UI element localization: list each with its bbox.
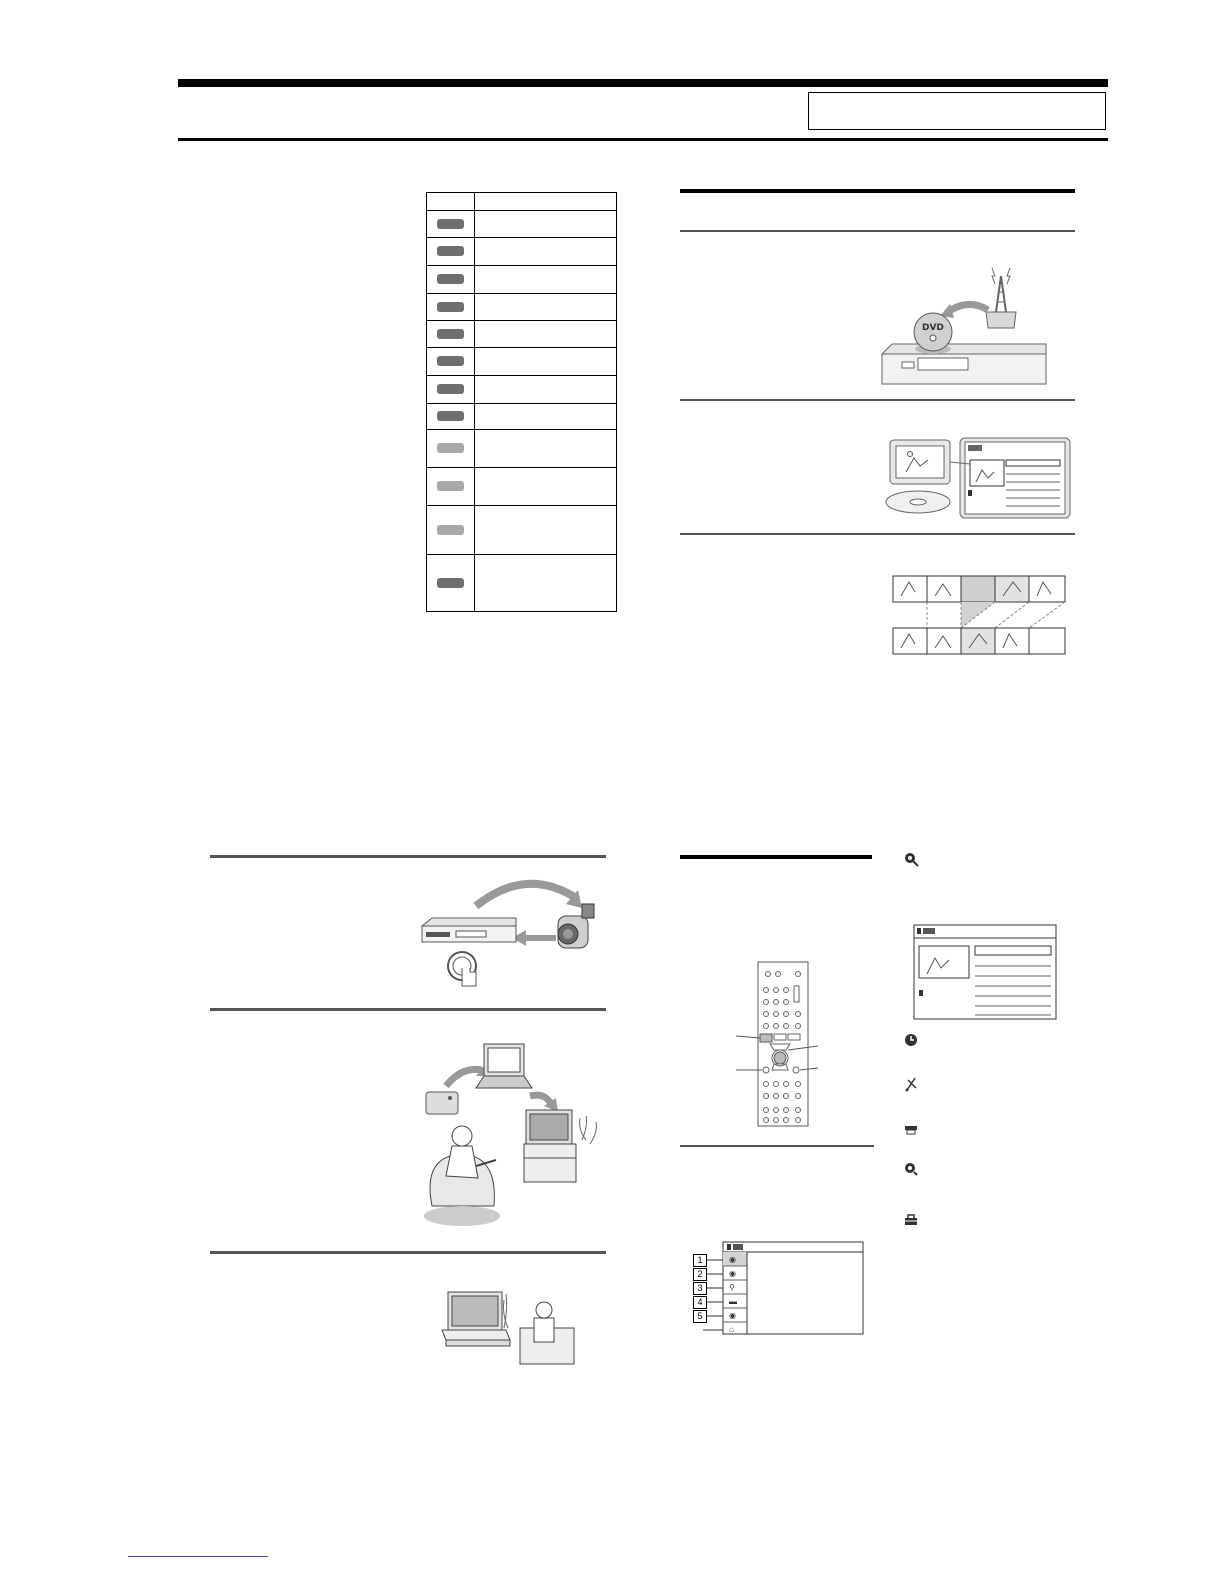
svg-text:⌂: ⌂	[729, 1325, 734, 1334]
section-divider	[680, 230, 1075, 232]
edit-icon	[903, 1076, 919, 1092]
header-bottom-rule	[178, 138, 1108, 141]
svg-text:⚲: ⚲	[729, 1283, 735, 1292]
remote-control-icon	[728, 960, 820, 1128]
table-row	[427, 555, 617, 612]
table-row	[427, 294, 617, 321]
timer-icon	[903, 1032, 919, 1048]
table-row	[427, 211, 617, 238]
disc-type-table	[426, 192, 617, 612]
dubbing-icon	[903, 1121, 919, 1137]
laptop-icon	[476, 1044, 532, 1088]
section-heading-rule	[680, 855, 872, 859]
table-row	[427, 266, 617, 294]
disc-chip-icon	[437, 219, 464, 229]
table-row	[427, 238, 617, 266]
dvd-recorder-icon	[422, 918, 516, 942]
footer-link-underline[interactable]	[128, 1556, 268, 1557]
section-heading-rule	[680, 189, 1075, 193]
disc-chip-icon	[437, 384, 464, 394]
photo-playback-illustration	[412, 1036, 606, 1232]
table-header-row	[427, 193, 617, 211]
svg-text:▬: ▬	[729, 1297, 737, 1306]
table-row	[427, 321, 617, 348]
photo-card-icon	[426, 1092, 458, 1114]
disc-setting-icon	[903, 1161, 919, 1177]
dvd-disc-icon	[886, 491, 950, 513]
film-strip-icon	[891, 574, 1067, 656]
disc-chip-icon	[437, 578, 464, 588]
person-relaxing-icon	[520, 1302, 574, 1364]
svg-text:◉: ◉	[729, 1269, 736, 1278]
disc-chip-icon	[437, 411, 464, 421]
chapter-title-box	[808, 92, 1106, 130]
title-list-illustration	[880, 436, 1072, 520]
svg-text:◉: ◉	[729, 1255, 736, 1264]
table-row	[427, 404, 617, 430]
hand-press-icon	[448, 952, 476, 986]
dubbing-illustration	[416, 876, 608, 994]
table-row	[427, 430, 617, 468]
disc-chip-icon	[437, 356, 464, 366]
title-list-menu-icon	[903, 851, 919, 867]
svg-text:DVD: DVD	[922, 323, 944, 333]
menu-callout: 2	[693, 1268, 707, 1281]
title-list-icon	[913, 924, 1057, 1020]
table-row	[427, 348, 617, 376]
table-row	[427, 506, 617, 555]
dvd-recorder-icon	[882, 344, 1046, 384]
toolbox-icon	[903, 1212, 919, 1228]
section-divider	[680, 1145, 874, 1147]
person-relaxing-icon	[424, 1126, 500, 1226]
disc-chip-icon	[437, 274, 464, 284]
recording-illustration	[878, 258, 1050, 388]
menu-callout: 4	[693, 1296, 707, 1309]
disc-chip-icon	[437, 525, 464, 535]
television-icon	[442, 1292, 510, 1346]
menu-callout: 5	[693, 1310, 707, 1323]
watching-tv-illustration	[440, 1282, 582, 1368]
dvd-disc-icon	[914, 313, 952, 354]
disc-chip-icon	[437, 329, 464, 339]
disc-chip-icon	[437, 246, 464, 256]
disc-chip-icon	[437, 443, 464, 453]
section-divider	[680, 399, 1075, 401]
disc-chip-icon	[437, 302, 464, 312]
section-divider	[210, 1251, 606, 1254]
title-list-icon	[960, 438, 1070, 518]
section-divider	[210, 1008, 606, 1011]
menu-callout: 1	[693, 1254, 707, 1267]
television-icon	[524, 1110, 576, 1182]
table-row	[427, 468, 617, 506]
menu-callout: 3	[693, 1282, 707, 1295]
home-menu-screen	[693, 1240, 865, 1336]
section-divider	[680, 533, 1075, 535]
table-row	[427, 376, 617, 404]
header-top-rule	[178, 79, 1108, 87]
antenna-tower-icon	[986, 268, 1016, 328]
disc-chip-icon	[437, 481, 464, 491]
home-menu-frame	[693, 1240, 865, 1336]
svg-text:◉: ◉	[729, 1311, 736, 1320]
camcorder-icon	[558, 904, 594, 948]
section-divider	[210, 855, 606, 858]
